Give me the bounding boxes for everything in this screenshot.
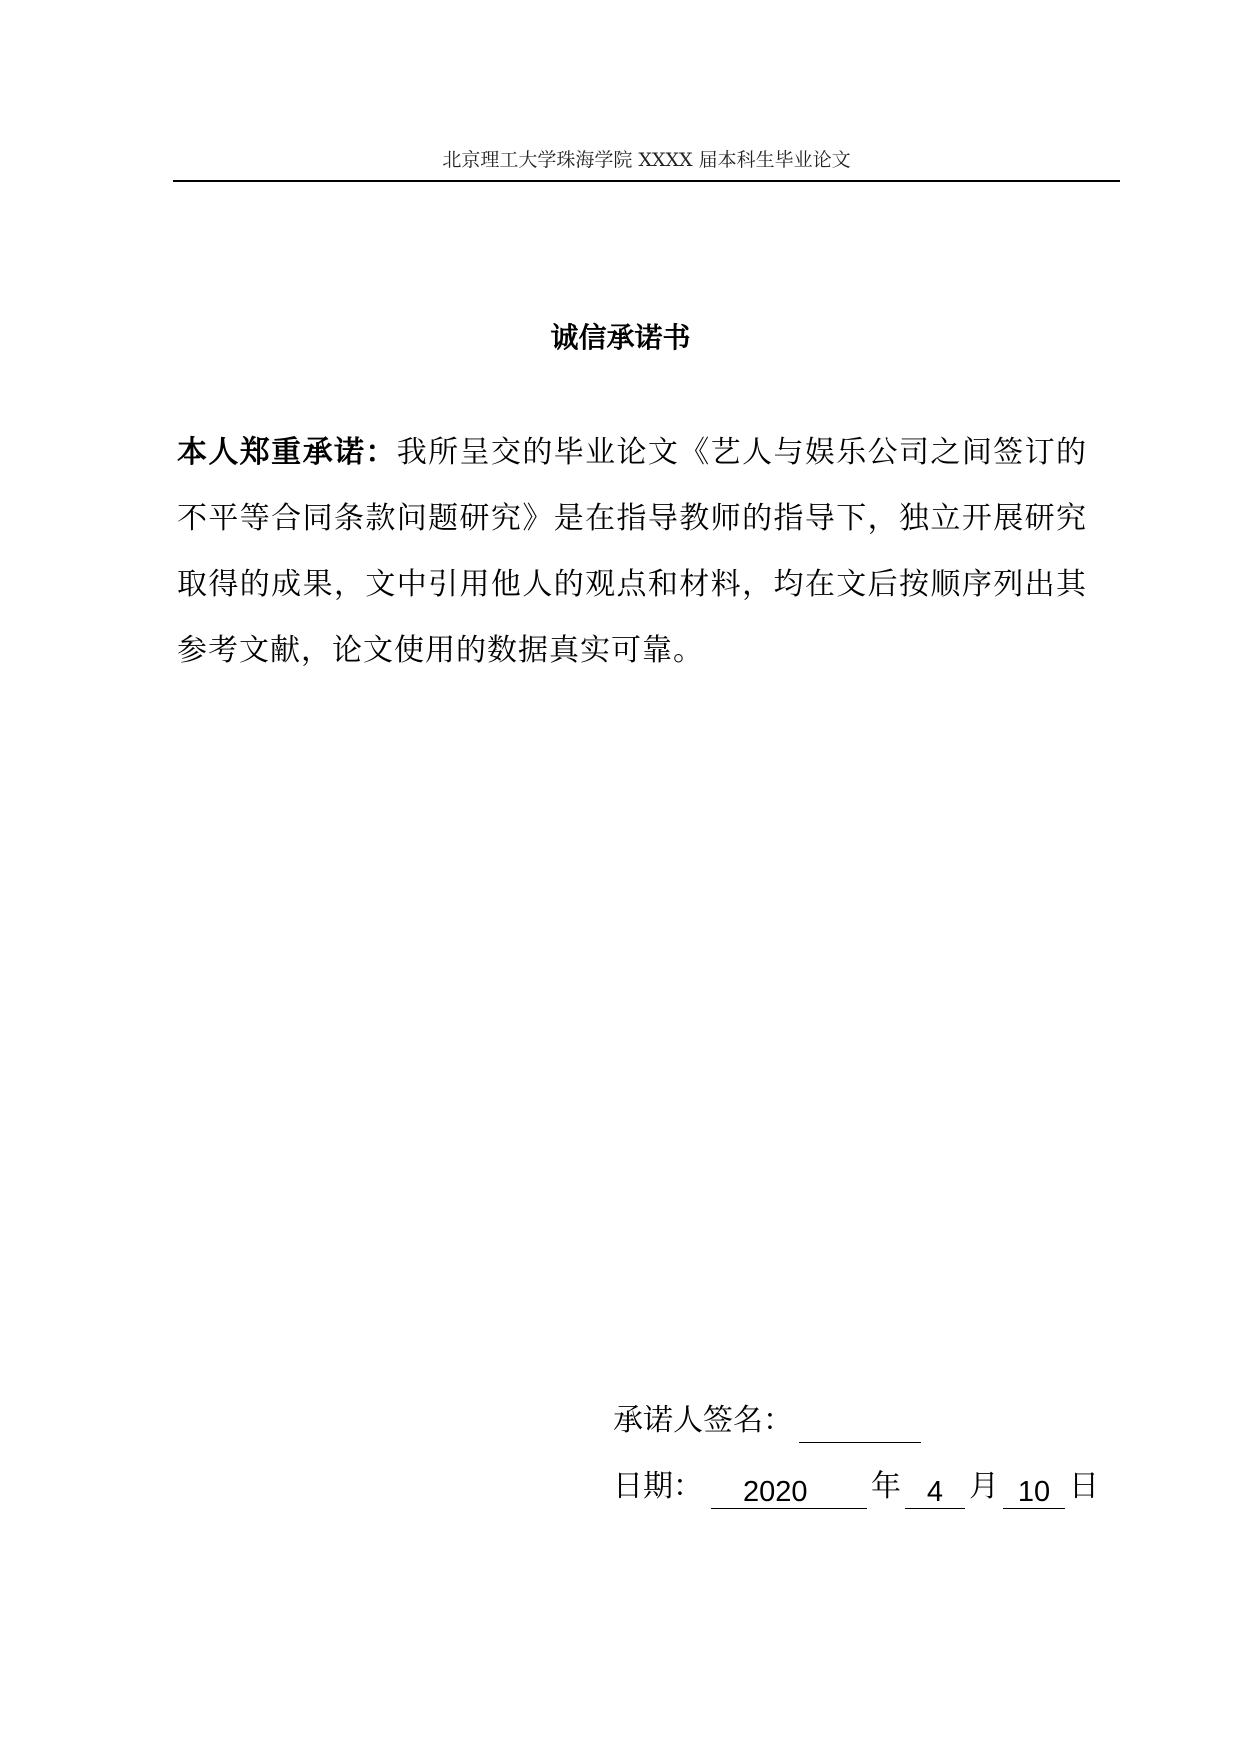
document-title: 诚信承诺书 <box>550 321 691 354</box>
date-year-field[interactable]: 2020 <box>711 1472 867 1509</box>
pledge-paragraph <box>177 420 1087 684</box>
signature-label: 承诺人签名： <box>613 1403 793 1438</box>
page-header <box>173 146 1120 182</box>
date-day-field[interactable]: 10 <box>1003 1472 1065 1509</box>
signature-field[interactable] <box>799 1406 921 1443</box>
pledge-body: 我所呈交的毕业论文《艺人与娱乐公司之间签订的不平等合同条款问题研究》是在指导教师的指导下，独立开展研究取得的成果，文中引用他人的观点和材料，均在文后按顺序列出其参考文献，论文使用的数据真实可靠。 <box>177 435 1087 668</box>
date-month-field[interactable]: 4 <box>905 1472 965 1509</box>
date-row <box>613 1465 1099 1509</box>
date-day-unit: 日 <box>1069 1469 1099 1504</box>
date-year-unit: 年 <box>871 1469 901 1504</box>
date-month-unit: 月 <box>969 1469 999 1504</box>
pledge-lead: 本人郑重承诺： <box>177 435 397 470</box>
signature-row <box>613 1399 921 1443</box>
date-label: 日期： <box>613 1469 703 1504</box>
page-header-text: 北京理工大学珠海学院 XXXX 届本科生毕业论文 <box>442 149 851 171</box>
